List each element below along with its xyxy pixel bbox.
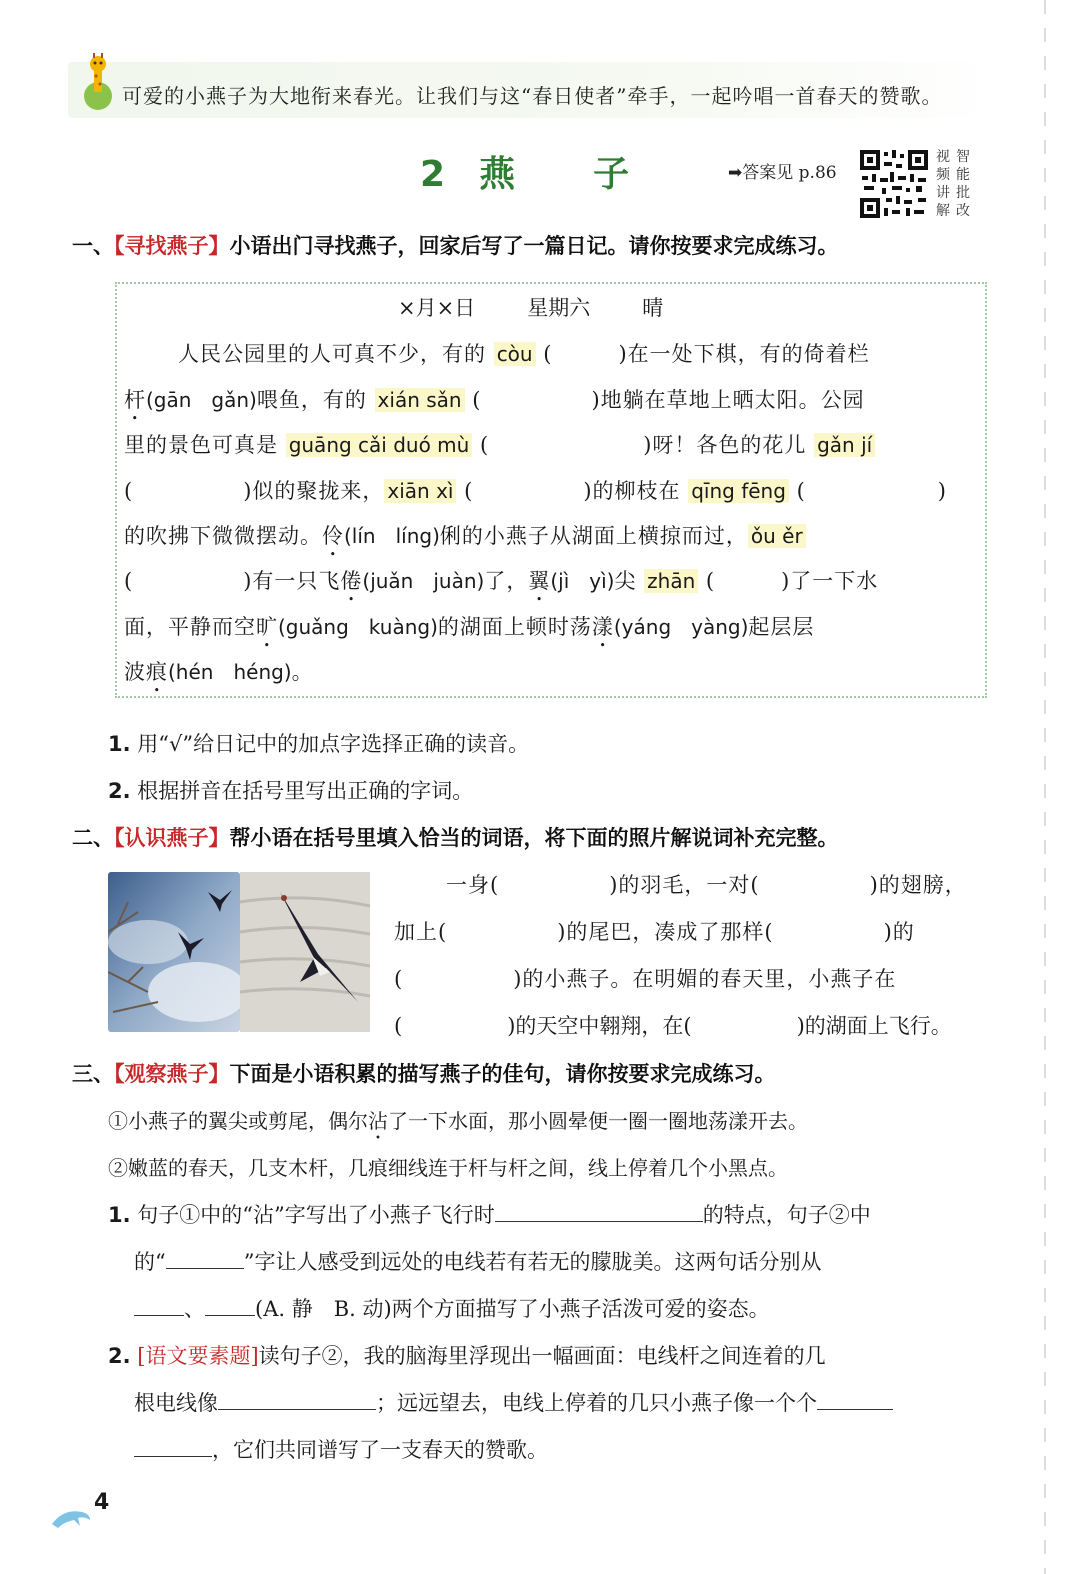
answer-reference	[728, 158, 837, 183]
diary-line-2: 杆(gān gǎn)喂鱼，有的 xián sǎn ( )地躺在草地上晒太阳。公园	[124, 388, 865, 412]
page-number: 4	[94, 1490, 110, 1515]
section3-question-2-line-3: ，它们共同谱写了一支春天的赞歌。	[134, 1434, 548, 1464]
answer-blank[interactable]	[205, 1315, 255, 1316]
diary-date-line: ×月×日 星期六 晴	[398, 296, 664, 320]
answer-blank[interactable]	[134, 1456, 212, 1457]
section3-question-1-line-1: 1. 句子①中的“沾”字写出了小燕子飞行时 的特点，句子②中	[108, 1203, 871, 1227]
diary-line-5: 的吹拂下微微摆动。伶(lín líng)俐的小燕子从湖面上横掠而过， ǒu ěr	[124, 520, 806, 561]
question-tag: [语文要素题]	[137, 1344, 259, 1368]
section3-heading: 三、【观察燕子】下面是小语积累的描写燕子的佳句，请你按要求完成练习。	[72, 1062, 776, 1086]
sentence-2: ②嫩蓝的春天，几支木杆，几痕细线连于杆与杆之间，线上停着几个小黑点。	[108, 1156, 788, 1180]
section2-heading: 二、【认识燕子】帮小语在括号里填入恰当的词语，将下面的照片解说词补充完整。	[72, 826, 839, 850]
diary-line-1: 人民公园里的人可真不少，有的 còu ( )在一处下棋，有的倚着栏	[178, 342, 870, 366]
answer-blank[interactable]	[166, 1268, 244, 1269]
answer-blank[interactable]	[817, 1409, 893, 1410]
qr-code-icon[interactable]	[858, 148, 930, 220]
lesson-title	[420, 146, 629, 197]
answer-reference-text: 答案见 p.86	[742, 163, 837, 183]
swallows-sky-photo	[108, 872, 240, 1032]
lesson-title-char-2: 子	[593, 154, 630, 195]
diary-line-3: 里的景色可真是 guāng cǎi duó mù ( )呀！各色的花儿 gǎn jí	[124, 429, 875, 459]
sentence-1: ①小燕子的翼尖或剪尾，偶尔沾了一下水面，那小圆晕便一圈一圈地荡漾开去。	[108, 1109, 808, 1133]
section1-question-1: 1. 用“√”给日记中的加点字选择正确的读音。	[108, 732, 530, 756]
lesson-title-char-1: 燕	[479, 154, 516, 195]
section1-tag: 【寻找燕子】	[114, 234, 230, 258]
section3-question-2-line-2: 根电线像 ；远远望去，电线上停着的几只小燕子像一个个	[134, 1387, 893, 1417]
answer-blank[interactable]	[495, 1221, 703, 1222]
giraffe-mascot-icon	[78, 52, 118, 112]
section3-question-1-line-2: 的“ ”字让人感受到远处的电线若有若无的朦胧美。这两句话分别从	[134, 1250, 822, 1274]
page-edge-dashes	[1044, 0, 1046, 1574]
section2-line-1: 一身( )的羽毛，一对( )的翅膀，	[446, 873, 967, 897]
diary-line-4: ( )似的聚拢来， xiān xì ( )的柳枝在 qīng fēng ( )	[124, 479, 947, 503]
section1-question-2: 2. 根据拼音在括号里写出正确的字词。	[108, 779, 474, 803]
intro-text: 可爱的小燕子为大地衔来春光。让我们与这“春日使者”牵手，一起吟唱一首春天的赞歌。	[122, 84, 943, 108]
arrow-right-icon: ➡	[728, 163, 743, 183]
answer-blank[interactable]	[134, 1315, 184, 1316]
section3-tag: 【观察燕子】	[114, 1062, 230, 1086]
section3-question-1-line-3: 、 (A. 静 B. 动)两个方面描写了小燕子活泼可爱的姿态。	[134, 1293, 770, 1323]
section1-heading: 一、【寻找燕子】小语出门寻找燕子，回家后写了一篇日记。请你按要求完成练习。	[72, 234, 839, 258]
section2-line-2: 加上( )的尾巴，凑成了那样( )的	[394, 920, 915, 944]
swallow-closeup-photo	[240, 872, 370, 1032]
answer-blank[interactable]	[218, 1409, 376, 1410]
section2-line-3: ( )的小燕子。在明媚的春天里，小燕子在	[394, 967, 897, 991]
diary-line-6: ( )有一只飞倦(juǎn juàn)了，翼(jì yì)尖 zhān ( )了一下水	[124, 569, 879, 593]
diary-line-8: 波痕(hén héng)。	[124, 660, 314, 684]
dolphin-icon	[50, 1502, 92, 1532]
diary-line-7: 面，平静而空旷(guǎng kuàng)的湖面上顿时荡漾(yáng yàng)起层层	[124, 615, 815, 639]
section2-line-4: ( )的天空中翱翔，在( )的湖面上飞行。	[394, 1014, 952, 1038]
section2-tag: 【认识燕子】	[114, 826, 230, 850]
lesson-number: 2	[420, 154, 446, 195]
section3-question-2-line-1: 2. [语文要素题]读句子②，我的脑海里浮现出一幅画面：电线杆之间连着的几	[108, 1344, 826, 1368]
video-review-label: 视 智 频 能 讲 批 解 改	[936, 149, 970, 219]
